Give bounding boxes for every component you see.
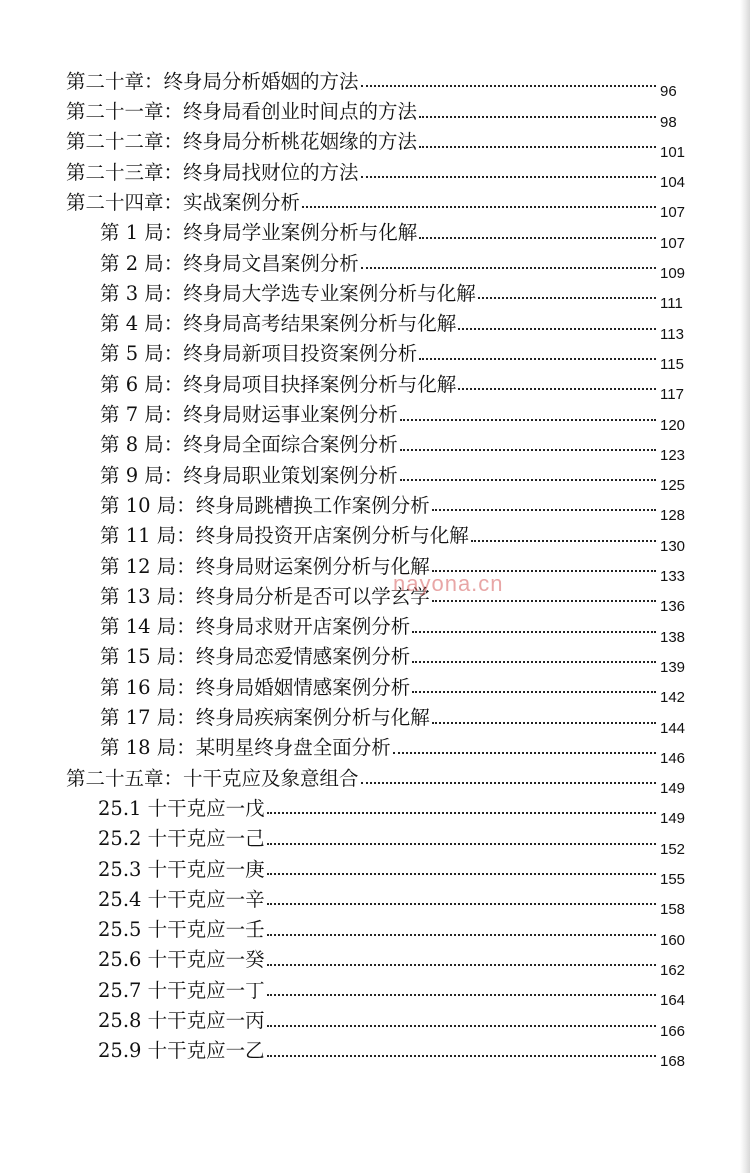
dot-leader xyxy=(361,176,656,178)
dot-leader xyxy=(458,388,656,390)
dot-leader xyxy=(267,873,656,875)
toc-entry-case xyxy=(0,308,750,343)
toc-entry-section xyxy=(0,975,750,1010)
toc-page-number: 138 xyxy=(660,628,686,646)
toc-entry-title: 第二十五章：十干克应及象意组合 xyxy=(66,766,359,790)
dot-leader xyxy=(361,267,656,269)
dot-leader xyxy=(432,509,656,511)
toc-page-number: 123 xyxy=(660,446,686,464)
toc-entry-case xyxy=(0,733,750,767)
toc-entry-section xyxy=(0,1036,750,1070)
toc-page-number: 115 xyxy=(660,355,684,373)
dot-leader xyxy=(419,146,656,148)
toc-entry-case xyxy=(0,217,750,252)
dot-leader xyxy=(393,752,656,754)
toc-page-number: 98 xyxy=(660,113,677,131)
table-of-contents xyxy=(0,66,750,1070)
dot-leader xyxy=(478,297,656,299)
toc-entry-title: 第 16 局：终身局婚姻情感案例分析 xyxy=(100,675,411,699)
dot-leader xyxy=(471,540,656,542)
toc-page-number: 166 xyxy=(660,1022,686,1040)
toc-page-number: 107 xyxy=(660,204,686,222)
dot-leader xyxy=(432,722,656,724)
toc-entry-title: 第 15 局：终身局恋爱情感案例分析 xyxy=(100,645,411,669)
toc-page-number: 149 xyxy=(660,810,686,828)
toc-entry-title: 第 9 局：终身局职业策划案例分析 xyxy=(100,463,398,487)
toc-entry-title: 第二十四章：实战案例分析 xyxy=(66,190,301,214)
dot-leader xyxy=(400,419,656,421)
toc-entry-section xyxy=(0,1005,750,1040)
toc-entry-title: 第 5 局：终身局新项目投资案例分析 xyxy=(100,342,418,366)
toc-page-number: 120 xyxy=(660,416,686,434)
toc-entry-title: 25.4 十干克应一辛 xyxy=(98,887,265,911)
dot-leader xyxy=(419,358,656,360)
toc-entry-title: 第 2 局：终身局文昌案例分析 xyxy=(100,251,359,275)
toc-page-number: 113 xyxy=(660,325,684,343)
toc-entry-title: 25.6 十干克应一癸 xyxy=(98,948,265,972)
toc-page-number: 168 xyxy=(660,1052,686,1070)
dot-leader xyxy=(267,934,656,936)
toc-entry-section xyxy=(0,854,750,889)
toc-entry-title: 第 12 局：终身局财运案例分析与化解 xyxy=(100,554,430,578)
toc-entry-title: 25.2 十干克应一己 xyxy=(98,827,265,851)
toc-entry-case xyxy=(0,460,750,495)
toc-entry-title: 第 18 局：某明星终身盘全面分析 xyxy=(100,736,391,760)
toc-entry-title: 第 14 局：终身局求财开店案例分析 xyxy=(100,615,411,639)
toc-entry-title: 第 8 局：终身局全面综合案例分析 xyxy=(100,433,398,457)
toc-entry-section xyxy=(0,945,750,979)
toc-page-number: 109 xyxy=(660,265,686,283)
dot-leader xyxy=(361,782,656,784)
toc-entry-chapter xyxy=(0,187,750,222)
dot-leader xyxy=(267,812,656,814)
dot-leader xyxy=(267,1025,656,1027)
dot-leader xyxy=(412,661,656,663)
toc-entry-section xyxy=(0,914,750,949)
toc-entry-title: 第 17 局：终身局疾病案例分析与化解 xyxy=(100,706,430,730)
toc-entry-title: 第 13 局：终身局分析是否可以学玄学 xyxy=(100,584,430,608)
toc-entry-chapter xyxy=(0,763,750,798)
toc-entry-title: 第二十章：终身局分析婚姻的方法 xyxy=(66,69,359,93)
toc-entry-title: 25.5 十干克应一壬 xyxy=(98,918,265,942)
toc-entry-title: 25.7 十干克应一丁 xyxy=(98,978,265,1002)
page-edge-shadow xyxy=(740,0,750,1173)
toc-entry-case xyxy=(0,490,750,525)
toc-page-number: 160 xyxy=(660,931,686,949)
toc-entry-title: 25.1 十干克应一戊 xyxy=(98,796,265,820)
dot-leader xyxy=(267,903,656,905)
toc-page-number: 104 xyxy=(660,174,686,192)
toc-entry-case xyxy=(0,611,750,646)
toc-page-number: 164 xyxy=(660,992,686,1010)
toc-entry-title: 第 7 局：终身局财运事业案例分析 xyxy=(100,403,398,427)
toc-page-number: 146 xyxy=(660,749,686,767)
toc-entry-title: 第二十二章：终身局分析桃花姻缘的方法 xyxy=(66,130,418,154)
toc-entry-title: 第 4 局：终身局高考结果案例分析与化解 xyxy=(100,312,457,336)
dot-leader xyxy=(419,237,656,239)
toc-page-number: 125 xyxy=(660,477,686,495)
toc-page-number: 144 xyxy=(660,719,686,737)
dot-leader xyxy=(267,843,656,845)
toc-page-number: 117 xyxy=(660,386,684,404)
toc-entry-case xyxy=(0,248,750,283)
toc-page-number: 136 xyxy=(660,598,686,616)
toc-page-number: 162 xyxy=(660,961,686,979)
toc-entry-title: 第 3 局：终身局大学选专业案例分析与化解 xyxy=(100,281,476,305)
dot-leader xyxy=(267,964,656,966)
toc-entry-case xyxy=(0,278,750,313)
dot-leader xyxy=(302,206,656,208)
toc-entry-case xyxy=(0,702,750,737)
toc-entry-chapter xyxy=(0,96,750,131)
toc-entry-title: 第二十一章：终身局看创业时间点的方法 xyxy=(66,100,418,124)
toc-entry-case xyxy=(0,581,750,616)
toc-entry-case xyxy=(0,520,750,555)
toc-entry-case xyxy=(0,642,750,676)
toc-entry-chapter xyxy=(0,66,750,101)
toc-page-number: 96 xyxy=(660,83,677,101)
toc-page-number: 155 xyxy=(660,871,686,889)
toc-entry-section xyxy=(0,823,750,858)
toc-entry-case xyxy=(0,369,750,404)
dot-leader xyxy=(400,449,656,451)
toc-page-number: 130 xyxy=(660,537,686,555)
toc-entry-title: 第二十三章：终身局找财位的方法 xyxy=(66,160,359,184)
dot-leader xyxy=(361,85,656,87)
toc-entry-chapter xyxy=(0,157,750,192)
toc-entry-title: 第 6 局：终身局项目抉择案例分析与化解 xyxy=(100,372,457,396)
toc-entry-title: 第 1 局：终身局学业案例分析与化解 xyxy=(100,221,418,245)
toc-entry-case xyxy=(0,430,750,464)
dot-leader xyxy=(267,1055,656,1057)
toc-page-number: 152 xyxy=(660,840,686,858)
toc-page-number: 101 xyxy=(660,143,686,161)
toc-entry-case xyxy=(0,399,750,434)
toc-page-number: 128 xyxy=(660,507,686,525)
dot-leader xyxy=(432,600,656,602)
toc-page-number: 139 xyxy=(660,658,686,676)
toc-entry-title: 25.9 十干克应一乙 xyxy=(98,1039,265,1063)
dot-leader xyxy=(400,479,656,481)
dot-leader xyxy=(267,994,656,996)
dot-leader xyxy=(412,691,656,693)
dot-leader xyxy=(412,631,656,633)
toc-entry-title: 25.8 十干克应一丙 xyxy=(98,1009,265,1032)
toc-entry-case xyxy=(0,672,750,707)
toc-entry-title: 25.3 十干克应一庚 xyxy=(98,857,265,881)
toc-page-number: 149 xyxy=(660,780,686,798)
toc-page-number: 107 xyxy=(660,234,686,252)
toc-page-number: 111 xyxy=(660,295,683,313)
dot-leader xyxy=(458,328,656,330)
watermark-text: nayona.cn xyxy=(393,571,504,596)
toc-entry-case xyxy=(0,339,750,373)
toc-entry-chapter xyxy=(0,127,750,161)
toc-page-number: 133 xyxy=(660,568,686,586)
toc-page-number: 142 xyxy=(660,689,686,707)
toc-entry-title: 第 10 局：终身局跳槽换工作案例分析 xyxy=(100,493,430,517)
toc-entry-section xyxy=(0,884,750,919)
toc-entry-section xyxy=(0,793,750,828)
toc-entry-title: 第 11 局：终身局投资开店案例分析与化解 xyxy=(100,524,469,548)
dot-leader xyxy=(419,116,656,118)
toc-page-number: 158 xyxy=(660,901,686,919)
